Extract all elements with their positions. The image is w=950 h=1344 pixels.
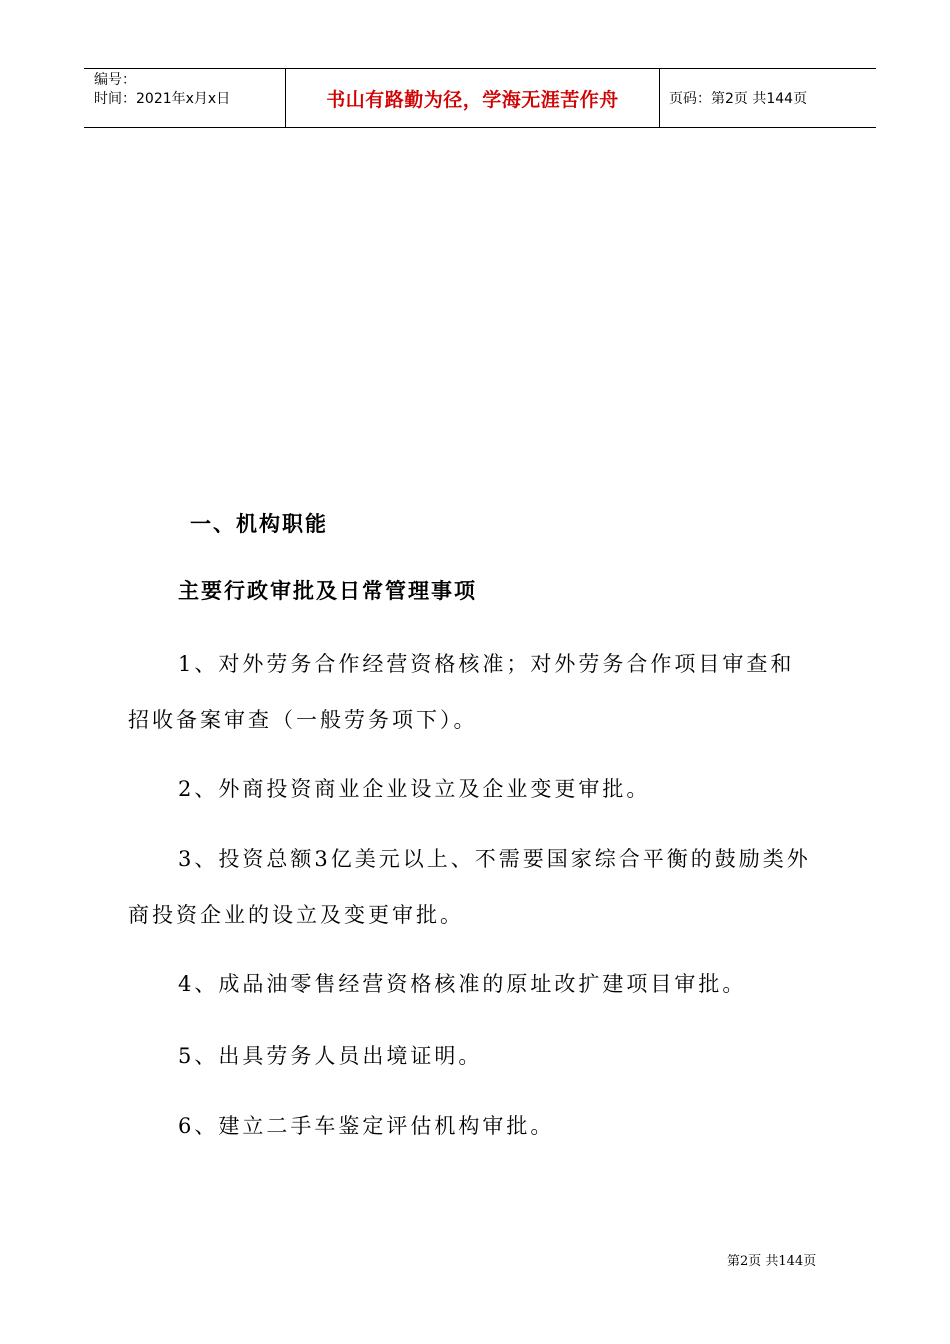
document-time-label: 时间：2021年x月x日 <box>94 91 231 107</box>
header-meta <box>84 69 286 127</box>
paragraph-line: 2、外商投资商业企业设立及企业变更审批。 <box>178 777 651 801</box>
paragraph-line: 1、对外劳务合作经营资格核准；对外劳务合作项目审查和 <box>178 652 795 676</box>
header-motto: 书山有路勤为径，学海无涯苦作舟 <box>286 69 660 127</box>
sub-heading: 主要行政审批及日常管理事项 <box>178 579 477 603</box>
paragraph-line: 6、建立二手车鉴定评估机构审批。 <box>178 1114 555 1138</box>
document-number-label: 编号： <box>94 72 136 88</box>
page-header <box>84 68 876 128</box>
paragraph-line: 4、成品油零售经营资格核准的原址改扩建项目审批。 <box>178 972 747 996</box>
section-heading: 一、机构职能 <box>190 512 328 536</box>
page-footer: 第2页 共144页 <box>727 1254 817 1269</box>
header-page-code: 页码：第2页 共144页 <box>669 91 808 107</box>
paragraph-line: 3、投资总额3亿美元以上、不需要国家综合平衡的鼓励类外 <box>178 847 811 871</box>
paragraph-line: 商投资企业的设立及变更审批。 <box>128 903 464 927</box>
paragraph-line: 招收备案审查（一般劳务项下）。 <box>128 708 478 732</box>
paragraph-line: 5、出具劳务人员出境证明。 <box>178 1044 483 1068</box>
